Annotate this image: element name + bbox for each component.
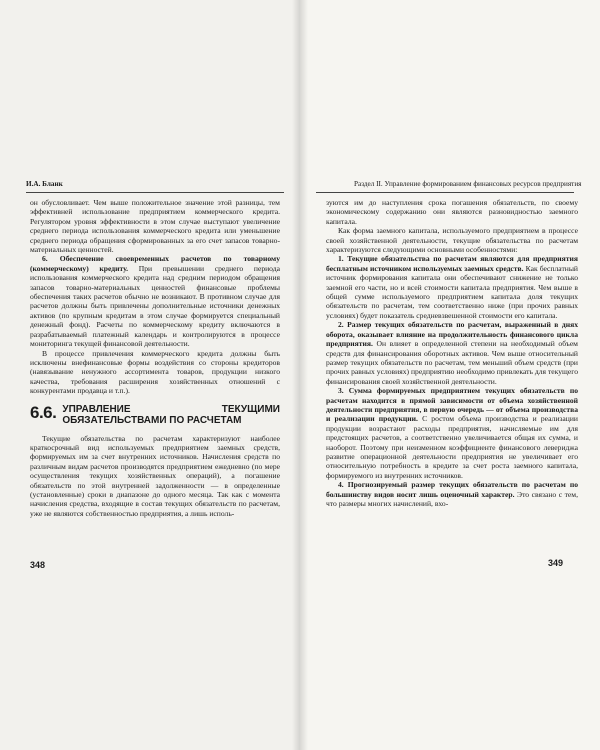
running-head-right: Раздел II. Управление формированием финансовых ресурсов предприятия (354, 180, 582, 188)
paragraph-lead: 3. Сумма формируемых предприятием текущих обязательств по расчетам находится в прямой зависимости от объема хозяйственной деятельности предприятия, в первую очередь — от объема производства и реализации продукции. (326, 386, 578, 424)
left-text-column (30, 198, 280, 518)
paragraph-body: С ростом объема производства и реализации продукции возрастают расходы предприятия, начисляемые им для предстоящих расчетов, а соответственно увеличивается общая их сумма, и наоборот. Поэтому при неизменном коэффициенте финансового левериджа развитие операционной деятельности предприятия не увеличивает его относительную потребность в кредите за счет роста заемного капитала, формируемого из внутренних источников. (326, 414, 578, 480)
book-gutter (292, 0, 308, 750)
paragraph-body: При превышении среднего периода использования коммерческого кредита над средним периодом обращения запасов товарно-материальных ценностей финансовые проблемы обеспечения таких расчетов обычно не возникают. В противном случае для расчетов должны быть привлечены дополнительные источники денежных активов (по крупным кредитам в этом случае формируется специальный денежный фонд). Расчеты по коммерческому кредиту включаются в разрабатываемый платежный календарь и контролируются в процессе мониторинга текущей финансовой деятельности. (30, 263, 280, 349)
paragraph-lead: 6. Обеспечение своевременных расчетов по товарному (коммерческому) кредиту. (30, 254, 280, 273)
paragraph (326, 254, 578, 320)
paragraph-body: Как бесплатный источник формирования капитала они обеспечивают снижение не только заемной его части, но и всей стоимости капитала предприятия. Чем выше в общей сумме используемого предприятием капитала доля текущих обязательств по расчетам, тем соответственно ниже (при прочих равных условиях) будет показатель средневзвешенной стоимости его капитала. (326, 263, 578, 320)
page-number-left: 348 (30, 560, 46, 570)
paragraph (326, 480, 578, 508)
section-number: 6.6. (30, 402, 57, 422)
header-rule-right (316, 192, 574, 193)
paragraph: зуются им до наступления срока погашения обязательств, по своему экономическому содержанию они являются разновидностью заемного капитала. (326, 198, 578, 226)
page-number-right: 349 (548, 558, 564, 568)
paragraph: Как форма заемного капитала, используемого предприятием в процессе своей хозяйственной деятельности, текущие обязательства по расчетам характеризуются следующими основными особенностями: (326, 226, 578, 255)
paragraph: Текущие обязательства по расчетам характеризуют наиболее краткосрочный вид используемых предприятием заемных средств, формируемых им за счет внутренних источников. Начисления средств по различным видам расчетов производятся предприятием ежедневно (по мере осуществления текущих хозяйственных операций), а погашение обязательств по этой внутренней задолженности — в определенные (установленные) сроки в диапазоне до одного месяца. Так как с момента начисления средства, входящие в состав текущих обязательств по расчетам, уже не являются собственностью предприятия, а лишь исполь- (30, 433, 280, 518)
paragraph-lead: 2. Размер текущих обязательств по расчетам, выраженный в днях оборота, оказывает влияние на продолжительность финансового цикла предприятия. (326, 320, 578, 349)
paragraph (326, 320, 578, 386)
paragraph: В процессе привлечения коммерческого кредита должны быть исключены внефинансовые формы воздействия со стороны кредиторов (навязывание ненужного ассортимента товаров, продукции низкого качества, требования расширения хозяйственных отношений с конкурентами продавца и т.п.). (30, 348, 280, 396)
section-heading (30, 404, 280, 426)
paragraph (30, 254, 280, 348)
paragraph-body: Это связано с тем, что размеры многих начислений, вхо- (326, 489, 579, 508)
paragraph-body: Он влияет в определенной степени на необходимый объем средств для финансирования оборотных активов. Чем выше относительный размер текущих обязательств по расчетам, тем меньший объем средств (при прочих равных условиях) предприятию необходимо привлекать для текущего финансирования своей хозяйственной деятельности. (326, 339, 578, 386)
paragraph-lead: 1. Текущие обязательства по расчетам являются для предприятия бесплатным источником используемых заемных средств. (326, 254, 578, 273)
paragraph (326, 386, 578, 480)
section-title: УПРАВЛЕНИЕ ТЕКУЩИМИ ОБЯЗАТЕЛЬСТВАМИ ПО РАСЧЕТАМ (62, 403, 280, 426)
right-text-column (326, 198, 578, 508)
running-head-left: И.А. Бланк (26, 180, 63, 188)
paragraph-lead: 4. Прогнозируемый размер текущих обязательств по расчетам по большинству видов носит лишь оценочный характер. (326, 480, 578, 499)
paragraph: он обусловливает. Чем выше положительное значение этой разницы, тем эффективней использование предприятием коммерческого кредита. Регулятором уровня эффективности в этом случае выступают увеличение среднего периода использования коммерческого кредита или уменьшение среднего периода обращения сформированных за его счет запасов товарно-материальных ценностей. (30, 198, 280, 255)
header-rule-left (26, 192, 284, 193)
